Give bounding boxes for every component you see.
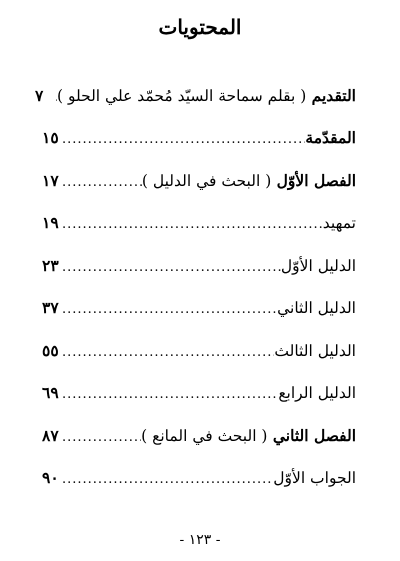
- dot-leader: [60, 168, 142, 198]
- dot-leader: [60, 423, 141, 453]
- toc-entry-page-number: ٧: [34, 86, 44, 105]
- toc-entry-page-number: ٢٣: [42, 256, 59, 275]
- page-number: - ١٢٣ -: [179, 532, 221, 548]
- toc-entry: [42, 166, 356, 196]
- page-title: المحتويات: [158, 15, 242, 39]
- toc-entry-heading: التقديم: [311, 86, 356, 105]
- toc-entry-title: [305, 123, 356, 153]
- dot-leader: [53, 83, 57, 113]
- toc-entry-subtitle: ( بقلم سماحة السيّد مُحمّد علي الحلو ): [56, 87, 307, 105]
- toc-entry-heading: تمهيد: [322, 214, 356, 232]
- dot-leader: [60, 295, 277, 325]
- toc-entry-page-number: ٥٥: [42, 341, 59, 360]
- toc-entry: [42, 208, 356, 238]
- dot-leader: [60, 210, 323, 240]
- toc-entry-title: [141, 421, 356, 451]
- toc-entry: [42, 378, 356, 408]
- toc-entry-title: [273, 463, 356, 493]
- dot-leader: [60, 253, 281, 283]
- toc-entry-page-number: ٩٠: [42, 468, 59, 487]
- toc-entry-page-number: ١٩: [42, 213, 59, 232]
- toc-entry-title: [277, 293, 356, 323]
- toc-entry-title: [323, 208, 356, 238]
- toc-entry-page-number: ٨٧: [42, 426, 59, 445]
- toc-entry-heading: الدليل الأوّل: [280, 257, 356, 275]
- toc-entry: [42, 336, 356, 366]
- toc-entry: [42, 463, 356, 493]
- toc-entry-page-number: ١٥: [42, 128, 59, 147]
- toc-entry-subtitle: ( البحث في المانع ): [141, 427, 268, 445]
- toc-entry: [42, 123, 356, 153]
- toc-entry-title: [278, 378, 356, 408]
- toc-entry-heading: الجواب الأوّل: [273, 469, 356, 487]
- toc-entry-heading: المقدّمة: [305, 128, 356, 147]
- toc-entry-page-number: ٣٧: [42, 298, 59, 317]
- toc-entry: [34, 81, 356, 111]
- toc-entry-subtitle: ( البحث في الدليل ): [141, 172, 272, 190]
- toc-entry-title: [281, 251, 356, 281]
- toc-entry-heading: الدليل الثاني: [277, 299, 356, 317]
- dot-leader: [60, 380, 278, 410]
- dot-leader: [60, 465, 273, 495]
- toc-entry-title: [142, 166, 356, 196]
- toc-entry-heading: الدليل الثالث: [274, 342, 356, 360]
- toc-entry-page-number: ٦٩: [42, 383, 59, 402]
- toc-entry: [42, 251, 356, 281]
- toc-entry-page-number: ١٧: [42, 171, 59, 190]
- toc-entry-heading: الفصل الثاني: [272, 426, 356, 445]
- toc-entry-heading: الفصل الأوّل: [276, 171, 356, 190]
- toc-entry-title: [57, 81, 356, 111]
- toc-entry: [42, 421, 356, 451]
- toc-entry-heading: الدليل الرابع: [278, 384, 356, 402]
- dot-leader: [60, 338, 274, 368]
- toc-entry-title: [274, 336, 356, 366]
- toc-entry: [42, 293, 356, 323]
- dot-leader: [60, 125, 305, 155]
